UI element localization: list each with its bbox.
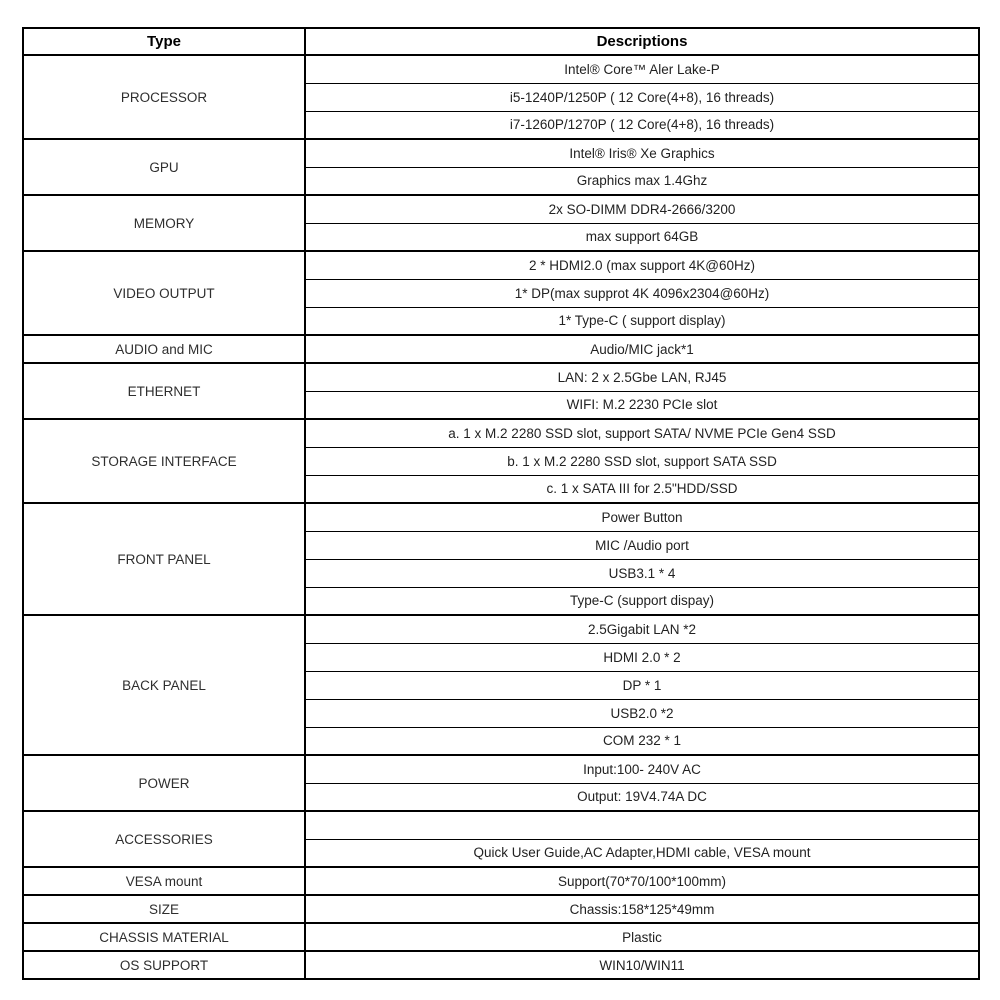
spec-table <box>22 27 980 980</box>
type-cell-audio-and-mic: AUDIO and MIC <box>23 335 305 363</box>
desc-cell-video-output-0: 2 * HDMI2.0 (max support 4K@60Hz) <box>305 251 979 279</box>
desc-cell-power-1: Output: 19V4.74A DC <box>305 783 979 811</box>
table-row <box>23 251 979 279</box>
header-row <box>23 28 979 55</box>
desc-cell-front-panel-3: Type-C (support dispay) <box>305 587 979 615</box>
table-row <box>23 503 979 531</box>
table-row <box>23 335 979 363</box>
type-cell-processor: PROCESSOR <box>23 55 305 139</box>
desc-cell-processor-1: i5-1240P/1250P ( 12 Core(4+8), 16 threads) <box>305 83 979 111</box>
desc-cell-memory-1: max support 64GB <box>305 223 979 251</box>
desc-cell-gpu-0: Intel® Iris® Xe Graphics <box>305 139 979 167</box>
desc-cell-back-panel-4: COM 232 * 1 <box>305 727 979 755</box>
desc-cell-video-output-2: 1* Type-C ( support display) <box>305 307 979 335</box>
table-row <box>23 419 979 447</box>
type-cell-gpu: GPU <box>23 139 305 195</box>
desc-cell-back-panel-2: DP * 1 <box>305 671 979 699</box>
type-cell-power: POWER <box>23 755 305 811</box>
table-row <box>23 139 979 167</box>
desc-cell-processor-0: Intel® Core™ Aler Lake-P <box>305 55 979 83</box>
desc-cell-chassis-material-0: Plastic <box>305 923 979 951</box>
desc-cell-front-panel-0: Power Button <box>305 503 979 531</box>
desc-cell-back-panel-1: HDMI 2.0 * 2 <box>305 643 979 671</box>
desc-cell-accessories-0 <box>305 811 979 839</box>
table-row <box>23 195 979 223</box>
desc-cell-storage-interface-0: a. 1 x M.2 2280 SSD slot, support SATA/ NVME PCIe Gen4 SSD <box>305 419 979 447</box>
table-row <box>23 55 979 83</box>
desc-cell-power-0: Input:100- 240V AC <box>305 755 979 783</box>
table-row <box>23 811 979 839</box>
desc-cell-back-panel-3: USB2.0 *2 <box>305 699 979 727</box>
type-cell-back-panel: BACK PANEL <box>23 615 305 755</box>
desc-cell-audio-and-mic-0: Audio/MIC jack*1 <box>305 335 979 363</box>
desc-cell-size-0: Chassis:158*125*49mm <box>305 895 979 923</box>
table-row <box>23 615 979 643</box>
desc-cell-processor-2: i7-1260P/1270P ( 12 Core(4+8), 16 threads) <box>305 111 979 139</box>
type-cell-chassis-material: CHASSIS MATERIAL <box>23 923 305 951</box>
table-row <box>23 755 979 783</box>
type-cell-accessories: ACCESSORIES <box>23 811 305 867</box>
desc-cell-os-support-0: WIN10/WIN11 <box>305 951 979 979</box>
desc-cell-vesa-mount-0: Support(70*70/100*100mm) <box>305 867 979 895</box>
desc-cell-storage-interface-2: c. 1 x SATA III for 2.5"HDD/SSD <box>305 475 979 503</box>
table-row <box>23 895 979 923</box>
table-row <box>23 923 979 951</box>
desc-cell-gpu-1: Graphics max 1.4Ghz <box>305 167 979 195</box>
desc-cell-storage-interface-1: b. 1 x M.2 2280 SSD slot, support SATA SSD <box>305 447 979 475</box>
type-cell-front-panel: FRONT PANEL <box>23 503 305 615</box>
desc-cell-back-panel-0: 2.5Gigabit LAN *2 <box>305 615 979 643</box>
desc-cell-accessories-1: Quick User Guide,AC Adapter,HDMI cable, VESA mount <box>305 839 979 867</box>
table-row <box>23 951 979 979</box>
spec-table-body <box>23 55 979 979</box>
desc-cell-ethernet-0: LAN: 2 x 2.5Gbe LAN, RJ45 <box>305 363 979 391</box>
desc-cell-front-panel-2: USB3.1 * 4 <box>305 559 979 587</box>
type-cell-memory: MEMORY <box>23 195 305 251</box>
desc-cell-ethernet-1: WIFI: M.2 2230 PCIe slot <box>305 391 979 419</box>
type-cell-size: SIZE <box>23 895 305 923</box>
type-cell-storage-interface: STORAGE INTERFACE <box>23 419 305 503</box>
type-cell-video-output: VIDEO OUTPUT <box>23 251 305 335</box>
type-cell-vesa-mount: VESA mount <box>23 867 305 895</box>
table-row <box>23 363 979 391</box>
desc-cell-front-panel-1: MIC /Audio port <box>305 531 979 559</box>
type-cell-ethernet: ETHERNET <box>23 363 305 419</box>
column-header-type: Type <box>23 28 305 55</box>
desc-cell-video-output-1: 1* DP(max supprot 4K 4096x2304@60Hz) <box>305 279 979 307</box>
table-row <box>23 867 979 895</box>
type-cell-os-support: OS SUPPORT <box>23 951 305 979</box>
desc-cell-memory-0: 2x SO-DIMM DDR4-2666/3200 <box>305 195 979 223</box>
column-header-descriptions: Descriptions <box>305 28 979 55</box>
